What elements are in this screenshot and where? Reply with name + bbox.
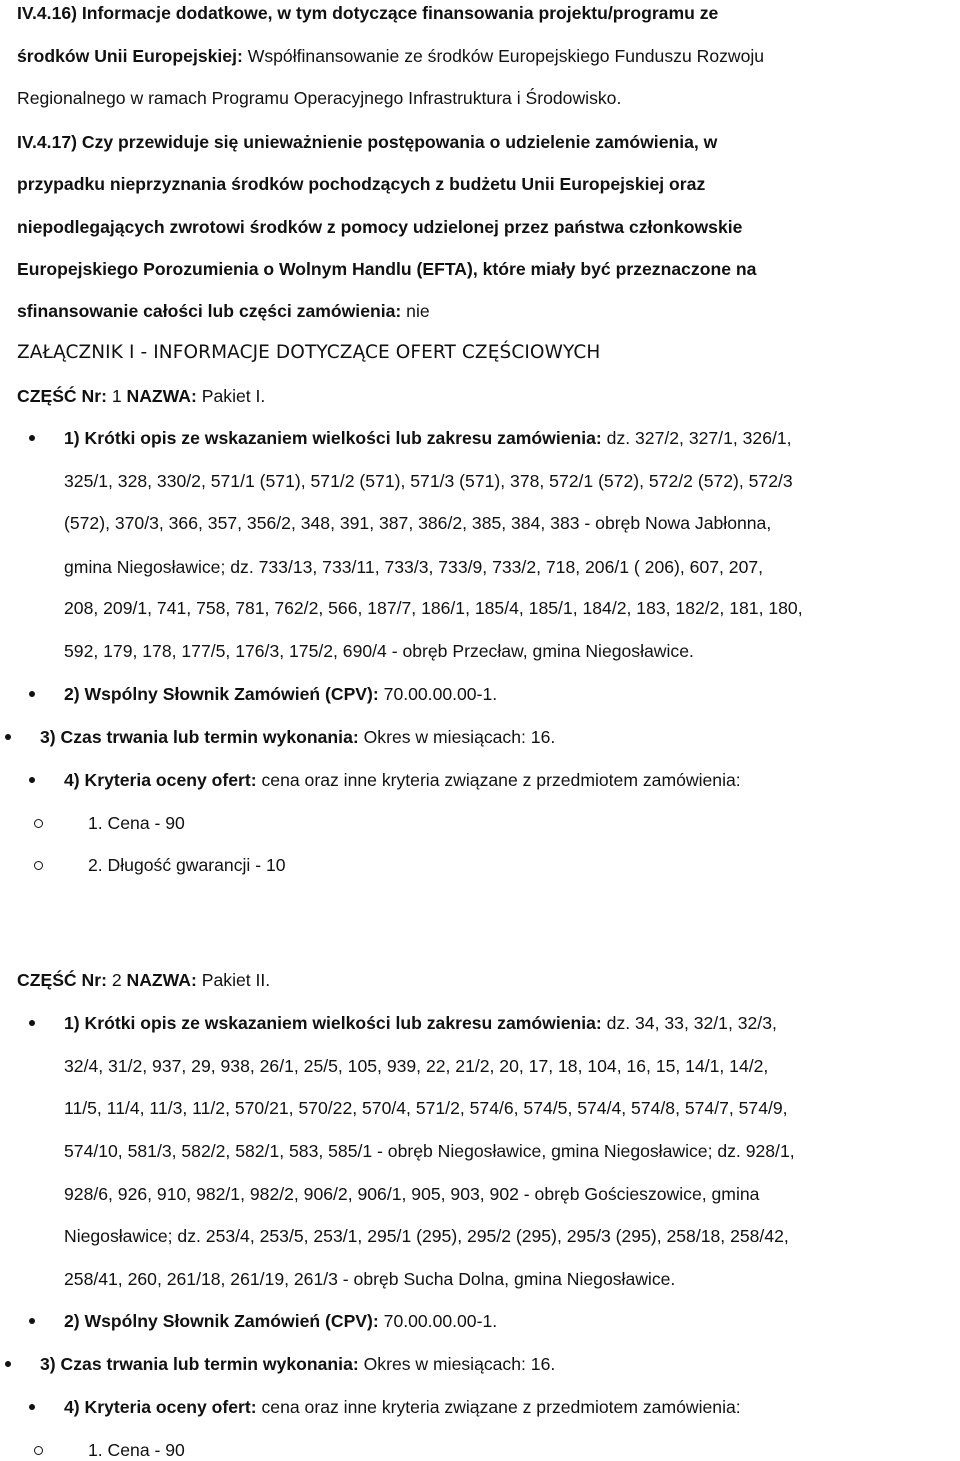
eu-funds-value: Współfinansowanie ze środków Europejskiego Funduszu Rozwoju xyxy=(242,46,765,66)
part-1-cpv xyxy=(64,683,497,705)
part-1-criteria xyxy=(64,769,741,791)
cancellation-label: sfinansowanie całości lub części zamówienia: xyxy=(17,301,402,321)
section-iv-4-17-line-4: Europejskiego Porozumienia o Wolnym Handlu (EFTA), które miały być przeznaczone na xyxy=(17,259,757,279)
attachment-title: ZAŁĄCZNIK I - INFORMACJE DOTYCZĄCE OFERT CZĘŚCIOWYCH xyxy=(17,342,601,363)
cpv-value: 70.00.00.00-1. xyxy=(378,684,498,704)
bullet-icon xyxy=(5,1361,11,1367)
part-number-value: 2 xyxy=(106,970,127,990)
criteria-value: cena oraz inne kryteria związane z przedmiotem zamówienia: xyxy=(256,1397,741,1417)
section-iv-4-16-heading: IV.4.16) Informacje dodatkowe, w tym dotyczące finansowania projektu/programu ze xyxy=(17,3,719,23)
part-2-criteria xyxy=(64,1396,741,1418)
criteria-label: 4) Kryteria oceny ofert: xyxy=(64,770,257,790)
duration-label: 3) Czas trwania lub termin wykonania: xyxy=(40,727,359,747)
cancellation-value: nie xyxy=(401,301,430,321)
description-label: 1) Krótki opis ze wskazaniem wielkości lub zakresu zamówienia: xyxy=(64,428,602,448)
part-1-description-line-5: 208, 209/1, 741, 758, 781, 762/2, 566, 187/7, 186/1, 185/4, 185/1, 184/2, 183, 182/2, 181, 180, xyxy=(64,598,803,618)
section-iv-4-17-line-3: niepodlegających zwrotowi środków z pomocy udzielonej przez państwa członkowskie xyxy=(17,217,743,237)
bullet-icon xyxy=(29,777,35,783)
part-2-cpv xyxy=(64,1310,497,1332)
section-iv-4-17-line-5 xyxy=(17,300,430,322)
part-2-description-line-2: 32/4, 31/2, 937, 29, 938, 26/1, 25/5, 105, 939, 22, 21/2, 20, 17, 18, 104, 16, 15, 14/1, 14/2, xyxy=(64,1056,769,1076)
bullet-icon xyxy=(29,435,35,441)
duration-value: Okres w miesiącach: 16. xyxy=(358,1354,556,1374)
part-2-description-line-3: 11/5, 11/4, 11/3, 11/2, 570/21, 570/22, 570/4, 571/2, 574/6, 574/5, 574/4, 574/8, 574/7, 574/9, xyxy=(64,1098,788,1118)
part-1-header xyxy=(17,385,265,407)
part-2-description-line-1 xyxy=(64,1012,777,1034)
part-1-description-line-2: 325/1, 328, 330/2, 571/1 (571), 571/2 (571), 571/3 (571), 378, 572/1 (572), 572/2 (572), 572/3 xyxy=(64,471,793,491)
duration-label: 3) Czas trwania lub termin wykonania: xyxy=(40,1354,359,1374)
section-iv-4-17-line-2: przypadku nieprzyznania środków pochodzących z budżetu Unii Europejskiej oraz xyxy=(17,174,706,194)
part-1-description-line-1 xyxy=(64,427,792,449)
cpv-label: 2) Wspólny Słownik Zamówień (CPV): xyxy=(64,1311,379,1331)
part-1-criterion-1: 1. Cena - 90 xyxy=(88,813,185,833)
bullet-icon xyxy=(29,1318,35,1324)
bullet-icon xyxy=(29,691,35,697)
part-number-value: 1 xyxy=(106,386,127,406)
part-1-description-line-4: gmina Niegosławice; dz. 733/13, 733/11, 733/3, 733/9, 733/2, 718, 206/1 ( 206), 607, 207, xyxy=(64,557,764,577)
part-1-criterion-2: 2. Długość gwarancji - 10 xyxy=(88,855,286,875)
section-iv-4-16-line-2 xyxy=(17,45,764,67)
circle-bullet-icon xyxy=(34,861,43,870)
part-name-label: NAZWA: xyxy=(126,970,197,990)
part-name-value: Pakiet I. xyxy=(196,386,266,406)
part-2-description-line-4: 574/10, 581/3, 582/2, 582/1, 583, 585/1 - obręb Niegosławice, gmina Niegosławice; dz. 928/1, xyxy=(64,1141,795,1161)
part-name-value: Pakiet II. xyxy=(196,970,271,990)
part-2-description-line-6: Niegosławice; dz. 253/4, 253/5, 253/1, 295/1 (295), 295/2 (295), 295/3 (295), 258/18, 258/42, xyxy=(64,1226,789,1246)
description-value: dz. 327/2, 327/1, 326/1, xyxy=(601,428,792,448)
circle-bullet-icon xyxy=(34,819,43,828)
part-2-description-line-5: 928/6, 926, 910, 982/1, 982/2, 906/2, 906/1, 905, 903, 902 - obręb Gościeszowice, gmina xyxy=(64,1184,760,1204)
part-2-duration xyxy=(40,1353,555,1375)
part-1-description-line-6: 592, 179, 178, 177/5, 176/3, 175/2, 690/4 - obręb Przecław, gmina Niegosławice. xyxy=(64,641,694,661)
bullet-icon xyxy=(5,734,11,740)
part-name-label: NAZWA: xyxy=(126,386,197,406)
criteria-value: cena oraz inne kryteria związane z przedmiotem zamówienia: xyxy=(256,770,741,790)
part-number-label: CZĘŚĆ Nr: xyxy=(17,386,107,406)
part-1-duration xyxy=(40,726,555,748)
part-2-criterion-1: 1. Cena - 90 xyxy=(88,1440,185,1460)
eu-funds-label: środków Unii Europejskiej: xyxy=(17,46,243,66)
criteria-label: 4) Kryteria oceny ofert: xyxy=(64,1397,257,1417)
part-2-description-line-7: 258/41, 260, 261/18, 261/19, 261/3 - obręb Sucha Dolna, gmina Niegosławice. xyxy=(64,1269,676,1289)
circle-bullet-icon xyxy=(34,1446,43,1455)
description-value: dz. 34, 33, 32/1, 32/3, xyxy=(601,1013,777,1033)
section-iv-4-17-heading: IV.4.17) Czy przewiduje się unieważnienie postępowania o udzielenie zamówienia, w xyxy=(17,132,718,152)
section-iv-4-16-line-3: Regionalnego w ramach Programu Operacyjnego Infrastruktura i Środowisko. xyxy=(17,88,622,108)
cpv-value: 70.00.00.00-1. xyxy=(378,1311,498,1331)
description-label: 1) Krótki opis ze wskazaniem wielkości lub zakresu zamówienia: xyxy=(64,1013,602,1033)
cpv-label: 2) Wspólny Słownik Zamówień (CPV): xyxy=(64,684,379,704)
bullet-icon xyxy=(29,1404,35,1410)
part-number-label: CZĘŚĆ Nr: xyxy=(17,970,107,990)
part-1-description-line-3: (572), 370/3, 366, 357, 356/2, 348, 391, 387, 386/2, 385, 384, 383 - obręb Nowa Jabłonna, xyxy=(64,513,772,533)
part-2-header xyxy=(17,969,270,991)
duration-value: Okres w miesiącach: 16. xyxy=(358,727,556,747)
bullet-icon xyxy=(29,1020,35,1026)
